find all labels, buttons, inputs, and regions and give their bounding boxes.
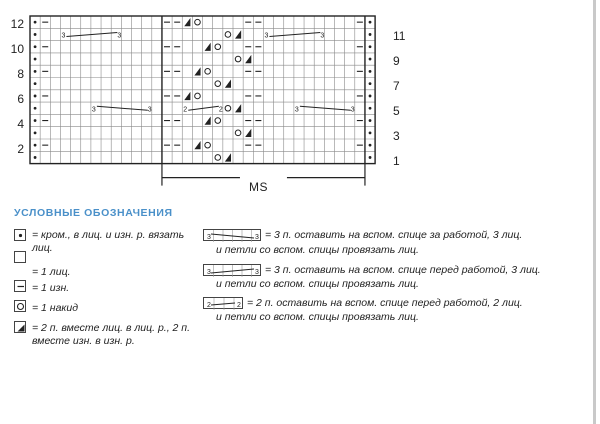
cable-number: 2	[207, 302, 211, 309]
yarn-over-icon	[14, 300, 26, 312]
legend-cable-2-front-continued	[216, 311, 546, 324]
cable-number: 2	[218, 106, 223, 114]
row-number: 7	[393, 79, 400, 93]
legend-text: = 3 п. оставить на вспом. спице за работой, 3 лиц.	[265, 229, 523, 241]
legend-text: = 2 п. вместе лиц. в лиц. р., 2 п. вместе изн. в изн. р.	[32, 322, 190, 347]
edge-stitch-mark	[369, 107, 372, 110]
edge-stitch-mark	[369, 82, 372, 85]
cable-2-front-icon	[203, 297, 243, 309]
edge-stitch-mark	[369, 21, 372, 24]
cable-number: 3	[255, 269, 259, 276]
legend-text: и петли со вспом. спицы провязать лиц.	[216, 311, 419, 323]
row-number: 3	[393, 129, 400, 143]
legend-text: = 1 лиц.	[32, 266, 71, 278]
cable-number: 3	[350, 106, 355, 114]
cable-3-front-icon	[203, 264, 261, 276]
legend-title: УСЛОВНЫЕ ОБОЗНАЧЕНИЯ	[14, 207, 173, 219]
edge-stitch-mark	[34, 119, 37, 122]
row-number: 9	[393, 54, 400, 68]
row-number: 2	[17, 142, 24, 156]
cable-3-back-icon	[203, 229, 261, 241]
cable-number: 3	[207, 269, 211, 276]
edge-stitch-mark	[34, 33, 37, 36]
edge-stitch-mark	[34, 131, 37, 134]
ms-label: MS	[249, 180, 268, 194]
cable-number: 3	[207, 234, 211, 241]
edge-stitch-mark	[34, 58, 37, 61]
row-number: 1	[393, 154, 400, 168]
cable-number: 3	[147, 106, 152, 114]
legend-text: и петли со вспом. спицы провязать лиц.	[216, 244, 419, 256]
row-number: 12	[10, 17, 24, 31]
cable-number: 3	[320, 32, 325, 40]
edge-stitch-mark	[34, 144, 37, 147]
cable-number: 3	[264, 32, 269, 40]
edge-stitch-mark	[369, 70, 372, 73]
edge-stitch-mark	[34, 45, 37, 48]
legend-cable-3-front-continued	[216, 278, 546, 291]
edge-stitch-mark	[34, 21, 37, 24]
legend-cable-3-back	[265, 229, 595, 242]
edge-stitch-mark	[34, 70, 37, 73]
cable-number: 3	[91, 106, 96, 114]
edge-stitch-mark	[369, 156, 372, 159]
edge-stitch-mark	[34, 107, 37, 110]
legend-text: = 1 изн.	[32, 282, 70, 294]
legend-cable-2-front	[247, 297, 577, 310]
k2tog-icon	[14, 321, 26, 333]
legend-text: = 3 п. оставить на вспом. спице перед работой, 3 лиц.	[265, 264, 541, 276]
legend-text: = кром., в лиц. и изн. р. вязать лиц.	[32, 229, 185, 254]
row-number: 5	[393, 104, 400, 118]
edge-stitch-mark	[34, 156, 37, 159]
edge-stitch-mark	[369, 45, 372, 48]
row-number: 11	[393, 29, 406, 43]
legend-purl	[32, 282, 192, 295]
purl-stitch-icon	[14, 280, 26, 292]
edge-stitch-mark	[369, 58, 372, 61]
cable-number: 2	[183, 106, 188, 114]
edge-stitch-mark	[369, 95, 372, 98]
edge-stitch-mark	[34, 82, 37, 85]
legend-knit	[32, 266, 192, 279]
knitting-chart	[0, 0, 600, 200]
row-number: 10	[10, 42, 24, 56]
edge-stitch-mark	[34, 95, 37, 98]
legend-cable-3-front	[265, 264, 595, 277]
cable-number: 3	[61, 32, 66, 40]
edge-stitch-mark	[369, 131, 372, 134]
edge-stitch-mark	[369, 119, 372, 122]
edge-stitch-mark	[369, 144, 372, 147]
cable-number: 3	[294, 106, 299, 114]
edge-stitch-icon	[14, 229, 26, 241]
legend-text: = 1 накид	[32, 302, 79, 314]
cable-number: 3	[117, 32, 122, 40]
legend-cable-3-back-continued	[216, 244, 546, 257]
legend-text: и петли со вспом. спицы провязать лиц.	[216, 278, 419, 290]
legend-edge	[32, 229, 192, 255]
row-number: 6	[17, 92, 24, 106]
knit-stitch-icon	[14, 251, 26, 263]
legend-k2tog	[32, 322, 192, 348]
legend-text: = 2 п. оставить на вспом. спице перед работой, 2 лиц.	[247, 297, 523, 309]
row-number: 4	[17, 117, 24, 131]
edge-stitch-mark	[369, 33, 372, 36]
legend-yarn-over	[32, 302, 192, 315]
cable-number: 3	[255, 234, 259, 241]
cable-number: 2	[237, 302, 241, 309]
row-number: 8	[17, 67, 24, 81]
